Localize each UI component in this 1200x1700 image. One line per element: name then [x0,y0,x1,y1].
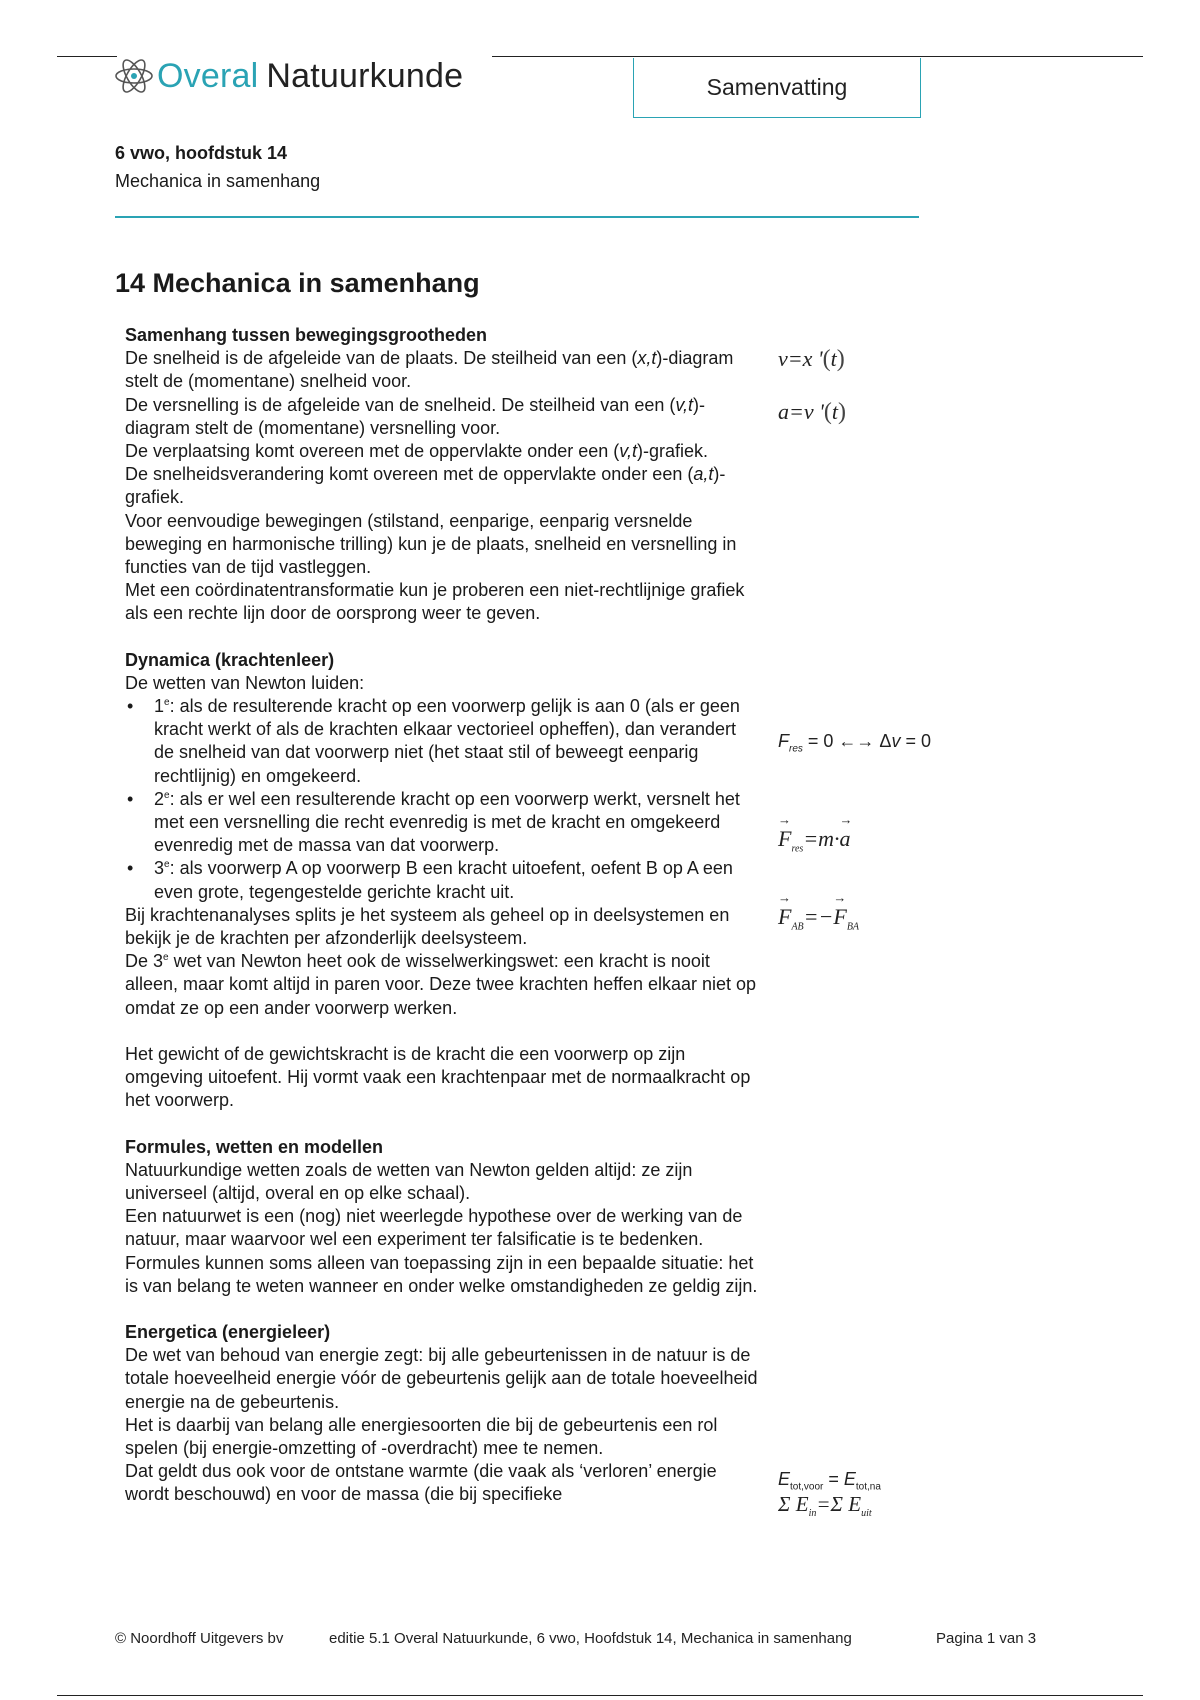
class-chapter: 6 vwo, hoofdstuk 14 [115,143,288,163]
footer-edition: editie 5.1 Overal Natuurkunde, 6 vwo, Hoofdstuk 14, Mechanica in samenhang [329,1630,852,1647]
formula-energy-conservation: $E_{tot,voor} = E_{tot,na}$ [778,1469,881,1493]
paragraph: Natuurkundige wetten zoals de wetten van Newton gelden altijd: ze zijn universeel (altijd, overal en op elke schaal). [125,1159,693,1203]
atom-icon [113,55,155,97]
footer-rule [57,1695,1143,1696]
subtitle-rule [115,216,919,218]
paragraph: De snelheid is de afgeleide van de plaats. De steilheid van een (x,t)-diagram stelt de (momentane) snelheid voor. [125,348,734,392]
paragraph: De 3e wet van Newton heet ook de wisselwerkingswet: een kracht is nooit alleen, maar komt altijd in paren voor. Deze twee krachten heffen elkaar niet op omdat ze op een ander voorwerp werken. [125,951,757,1018]
paragraph: De snelheidsverandering komt overeen met de oppervlakte onder een (a,t)-grafiek. [125,464,726,508]
paragraph: Een natuurwet is een (nog) niet weerlegde hypothese over de werking van de natuur, maar waarvoor wel een experiment ter falsificatie is te bedenken. [125,1206,743,1250]
paragraph: De versnelling is de afgeleide van de snelheid. De steilheid van een (v,t)-diagram stelt de (momentane) versnelling voor. [125,394,706,438]
list-item: • 2e: als er wel een resulterende kracht op een voorwerp werkt, versnelt het met een versnelling die recht evenredig is met de kracht en omgekeerd evenredig met de massa van dat voorwerp. [125,788,760,858]
paragraph: Formules kunnen soms alleen van toepassing zijn in een bepaalde situatie: het is van belang te weten wanneer en onder welke omstandigheden ze geldig zijn. [125,1252,758,1296]
formula-velocity: v=x '(t) [778,346,845,372]
list-item: • 1e: als de resulterende kracht op een voorwerp gelijk is aan 0 (als er geen kracht werkt of als de krachten elkaar vectorieel opheffen), dan verandert de snelheid van dat voorwerp niet (het staat stil of beweegt eenparig rechtlijnig) en omgekeerd. [125,695,760,788]
footer-copyright: © Noordhoff Uitgevers bv [115,1630,284,1647]
logo-word-natuurkunde: Natuurkunde [266,56,464,95]
formula-newton-first: $F_{res} = 0$ ←→ Δv = 0 [778,731,931,755]
paragraph: Met een coördinatentransformatie kun je proberen een niet-rechtlijnige grafiek als een rechte lijn door de oorsprong weer te geven. [125,580,745,624]
doc-type-label: Samenvatting [633,58,921,118]
formula-energy-sum: Σ $E_{in}=\Sigma$ $E_{uit}$ [778,1492,872,1520]
paragraph: Dat geldt dus ook voor de ontstane warmte (die vaak als ‘verloren’ energie wordt beschouwd) en voor de massa (die bij specifieke [125,1461,717,1505]
section-heading-energetica: Energetica (energieleer) [125,1321,331,1342]
paragraph: De verplaatsing komt overeen met de oppervlakte onder een (v,t)-grafiek. [125,441,708,462]
section-heading-formules: Formules, wetten en modellen [125,1136,384,1157]
section-heading-beweging: Samenhang tussen bewegingsgrootheden [125,325,488,345]
logo [113,56,463,96]
list-item: • 3e: als voorwerp A op voorwerp B een kracht uitoefent, oefent B op A een even grote, tegengestelde gerichte kracht uit. [125,857,760,903]
newton-laws-list [125,695,760,904]
header-rule-right [492,56,1143,57]
chapter-subtitle: Mechanica in samenhang [115,171,321,191]
formula-acceleration: a=v '(t) [778,399,846,425]
paragraph: De wet van behoud van energie zegt: bij alle gebeurtenissen in de natuur is de totale hoeveelheid energie vóór de gebeurtenis gelijk aan de totale hoeveelheid energie na de gebeurtenis. [125,1345,758,1412]
formula-newton-third: → $F_{AB}=-\to F_{BA}$ [778,904,859,932]
paragraph: Het is daarbij van belang alle energiesoorten die bij de gebeurtenis een rol spelen (bij energie-omzetting of -overdracht) mee te nemen. [125,1414,718,1458]
paragraph: Voor eenvoudige bewegingen (stilstand, eenparige, eenparig versnelde beweging en harmonische trilling) kun je de plaats, snelheid en versnelling in functies van de tijd vastleggen. [125,510,737,578]
page-title: 14 Mechanica in samenhang [115,268,480,298]
summary-content [125,324,760,1507]
footer-page-number: Pagina 1 van 3 [936,1630,1037,1647]
paragraph: Het gewicht of de gewichtskracht is de kracht die een voorwerp op zijn omgeving uitoefent. Hij vormt vaak een krachtenpaar met de normaalkracht op het voorwerp. [125,1043,751,1111]
logo-word-overal: Overal [157,56,259,95]
paragraph: De wetten van Newton luiden: [125,672,365,693]
paragraph: Bij krachtenanalyses splits je het systeem als geheel op in deelsystemen en bekijk je de krachten per afzonderlijk deelsysteem. [125,904,730,949]
formula-newton-second: → $F_{res}=m\cdot\to a$ [778,826,851,854]
section-heading-dynamica: Dynamica (krachtenleer) [125,649,335,670]
header-rule-left [57,56,117,57]
